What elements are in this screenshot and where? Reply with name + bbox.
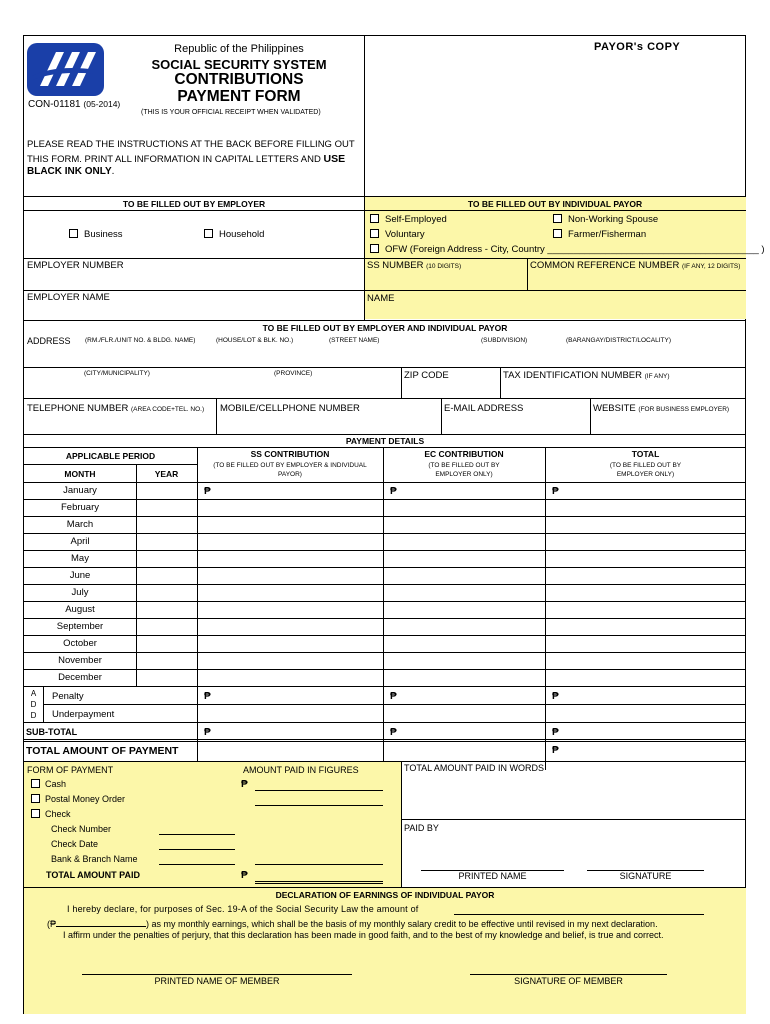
employer-name-field[interactable] <box>25 304 363 319</box>
month-march: March <box>66 519 94 530</box>
penalty-label: Penalty <box>52 691 84 702</box>
ec-contribution-note-2: EMPLOYER ONLY) <box>435 471 493 478</box>
total-paid-peso: ₱ <box>241 870 248 881</box>
month-november: November <box>58 655 102 666</box>
ss-penalty-peso: ₱ <box>204 691 211 702</box>
bank-branch-label: Bank & Branch Name <box>51 854 138 864</box>
printed-name-label: PRINTED NAME <box>458 871 527 881</box>
month-may: May <box>71 553 89 564</box>
underpayment-label: Underpayment <box>52 709 115 720</box>
declaration-title: DECLARATION OF EARNINGS OF INDIVIDUAL PAYOR <box>275 890 495 900</box>
total-subtotal-peso: ₱ <box>552 727 559 738</box>
address-field[interactable] <box>25 348 745 366</box>
payment-details-title: PAYMENT DETAILS <box>345 436 425 446</box>
business-label: Business <box>84 229 123 240</box>
tin-label: TAX IDENTIFICATION NUMBER (IF ANY) <box>503 370 670 381</box>
subtotal-label: SUB-TOTAL <box>26 727 78 737</box>
barangay-label: (BARANGAY/DISTRICT/LOCALITY) <box>566 337 671 344</box>
instructions-line3: BLACK INK ONLY. <box>27 166 115 177</box>
applicable-period-header: APPLICABLE PERIOD <box>65 451 156 461</box>
total-note-2: EMPLOYER ONLY) <box>616 471 675 478</box>
household-checkbox[interactable] <box>204 229 213 238</box>
postal-money-order-checkbox[interactable] <box>31 794 40 803</box>
check-checkbox[interactable] <box>31 809 40 818</box>
city-label: (CITY/MUNICIPALITY) <box>84 370 150 377</box>
mobile-label: MOBILE/CELLPHONE NUMBER <box>220 403 360 414</box>
month-april: April <box>70 536 90 547</box>
total-penalty-peso: ₱ <box>552 691 559 702</box>
form-title-line2: PAYMENT FORM <box>177 88 301 105</box>
agency-name: SOCIAL SECURITY SYSTEM <box>151 57 327 72</box>
month-february: February <box>60 502 99 513</box>
month-september: September <box>56 621 104 632</box>
non-working-spouse-checkbox[interactable] <box>553 214 562 223</box>
employer-number-label: EMPLOYER NUMBER <box>27 260 124 271</box>
voluntary-checkbox[interactable] <box>370 229 379 238</box>
website-label: WEBSITE (FOR BUSINESS EMPLOYER) <box>593 403 730 414</box>
subdivision-label: (SUBDIVISION) <box>481 337 528 344</box>
cash-checkbox[interactable] <box>31 779 40 788</box>
copy-label: PAYOR's COPY <box>594 41 681 53</box>
month-december: December <box>58 672 102 683</box>
check-number-field[interactable] <box>159 834 235 835</box>
month-october: October <box>63 638 97 649</box>
employer-name-label: EMPLOYER NAME <box>27 292 110 303</box>
check-label: Check <box>45 809 71 819</box>
crn-label: COMMON REFERENCE NUMBER (IF ANY, 12 DIGITS) <box>530 260 741 271</box>
declaration-line2: (₱ ) as my monthly earnings, which shall be the basis of my monthly salary credit to be effective until revised in my next declaration. <box>47 919 658 929</box>
farmer-fisherman-checkbox[interactable] <box>553 229 562 238</box>
month-header: MONTH <box>64 469 96 479</box>
ss-contribution-note-2: PAYOR) <box>278 471 302 478</box>
zip-code-label: ZIP CODE <box>404 370 449 381</box>
postal-money-order-label: Postal Money Order <box>45 794 126 804</box>
year-header: YEAR <box>154 469 179 479</box>
figures-peso: ₱ <box>241 779 248 790</box>
ss-subtotal-peso: ₱ <box>204 727 211 738</box>
month-june: June <box>69 570 91 581</box>
total-amount-peso: ₱ <box>552 745 559 756</box>
contributions-payment-form <box>23 35 765 1014</box>
telephone-label: TELEPHONE NUMBER (AREA CODE+TEL. NO.) <box>27 403 205 414</box>
amount-figures-label: AMOUNT PAID IN FIGURES <box>243 765 359 775</box>
check-number-label: Check Number <box>51 824 112 834</box>
business-checkbox[interactable] <box>69 229 78 238</box>
self-employed-checkbox[interactable] <box>370 214 379 223</box>
ec-subtotal-peso: ₱ <box>390 727 397 738</box>
employer-section-title: TO BE FILLED OUT BY EMPLOYER <box>122 199 266 209</box>
self-employed-label: Self-Employed <box>385 214 447 225</box>
month-january: January <box>63 485 97 496</box>
instructions-line2: THIS FORM. PRINT ALL INFORMATION IN CAPITAL LETTERS AND USE <box>27 153 346 165</box>
signature-member-label: SIGNATURE OF MEMBER <box>514 976 623 986</box>
individual-section-title: TO BE FILLED OUT BY INDIVIDUAL PAYOR <box>467 199 643 209</box>
ofw-label: OFW (Foreign Address - City, Country ________________________________________ ) <box>385 244 765 255</box>
declaration-line3: I affirm under the penalties of perjury, that this declaration has been made in good faith, and to the best of my knowledge and belief, is true and correct. <box>63 930 664 940</box>
house-lot-label: (HOUSE/LOT & BLK. NO.) <box>216 337 294 344</box>
email-label: E-MAIL ADDRESS <box>444 403 524 414</box>
household-label: Household <box>219 229 265 240</box>
ss-contribution-note: (TO BE FILLED OUT BY EMPLOYER & INDIVIDUAL <box>213 462 367 469</box>
signature-label: SIGNATURE <box>619 871 672 881</box>
cash-label: Cash <box>45 779 67 789</box>
sss-logo <box>26 42 106 98</box>
add-d2: D <box>30 711 37 720</box>
employer-number-field[interactable] <box>25 272 363 290</box>
ss-contribution-header: SS CONTRIBUTION <box>250 449 330 459</box>
ss-number-label: SS NUMBER (10 DIGITS) <box>367 260 462 271</box>
declaration-line1: I hereby declare, for purposes of Sec. 19-A of the Social Security Law the amount of <box>67 904 419 914</box>
name-label: NAME <box>367 293 395 304</box>
paid-by-label: PAID BY <box>404 823 439 833</box>
total-january-peso: ₱ <box>552 486 559 497</box>
printed-name-member-label: PRINTED NAME OF MEMBER <box>154 976 280 986</box>
form-of-payment-label: FORM OF PAYMENT <box>27 765 114 775</box>
voluntary-label: Voluntary <box>385 229 425 240</box>
instructions-line1: PLEASE READ THE INSTRUCTIONS AT THE BACK BEFORE FILLING OUT <box>27 139 355 150</box>
ec-contribution-header: EC CONTRIBUTION <box>424 449 504 459</box>
check-date-label: Check Date <box>51 839 99 849</box>
non-working-spouse-label: Non-Working Spouse <box>568 214 659 225</box>
bank-branch-field[interactable] <box>159 864 235 865</box>
ec-january-peso: ₱ <box>390 486 397 497</box>
form-code: CON-01181 (05-2014) <box>28 99 121 110</box>
month-july: July <box>71 587 89 598</box>
total-header: TOTAL <box>631 449 660 459</box>
province-label: (PROVINCE) <box>274 370 313 377</box>
receipt-note: (THIS IS YOUR OFFICIAL RECEIPT WHEN VALIDATED) <box>141 109 321 116</box>
street-label: (STREET NAME) <box>329 337 380 344</box>
month-august: August <box>65 604 95 615</box>
ec-penalty-peso: ₱ <box>390 691 397 702</box>
add-a: A <box>30 689 37 698</box>
ofw-checkbox[interactable] <box>370 244 379 253</box>
address-label: ADDRESS <box>27 336 71 346</box>
form-title-line1: CONTRIBUTIONS <box>174 71 304 88</box>
amount-words-label: TOTAL AMOUNT PAID IN WORDS <box>404 763 545 773</box>
total-amount-paid-label: TOTAL AMOUNT PAID <box>46 870 140 880</box>
rm-flr-label: (RM./FLR./UNIT NO. & BLDG. NAME) <box>85 337 196 344</box>
month-rows <box>24 482 746 686</box>
republic-label: Republic of the Philippines <box>174 43 304 55</box>
name-field[interactable] <box>365 304 745 319</box>
total-amount-label: TOTAL AMOUNT OF PAYMENT <box>26 745 179 757</box>
both-section-title: TO BE FILLED OUT BY EMPLOYER AND INDIVIDUAL PAYOR <box>262 323 508 333</box>
total-note: (TO BE FILLED OUT BY <box>609 462 682 469</box>
farmer-fisherman-label: Farmer/Fisherman <box>568 229 647 240</box>
check-date-field[interactable] <box>159 849 235 850</box>
ec-contribution-note: (TO BE FILLED OUT BY <box>428 462 500 469</box>
ss-january-peso: ₱ <box>204 486 211 497</box>
add-d1: D <box>30 700 37 709</box>
